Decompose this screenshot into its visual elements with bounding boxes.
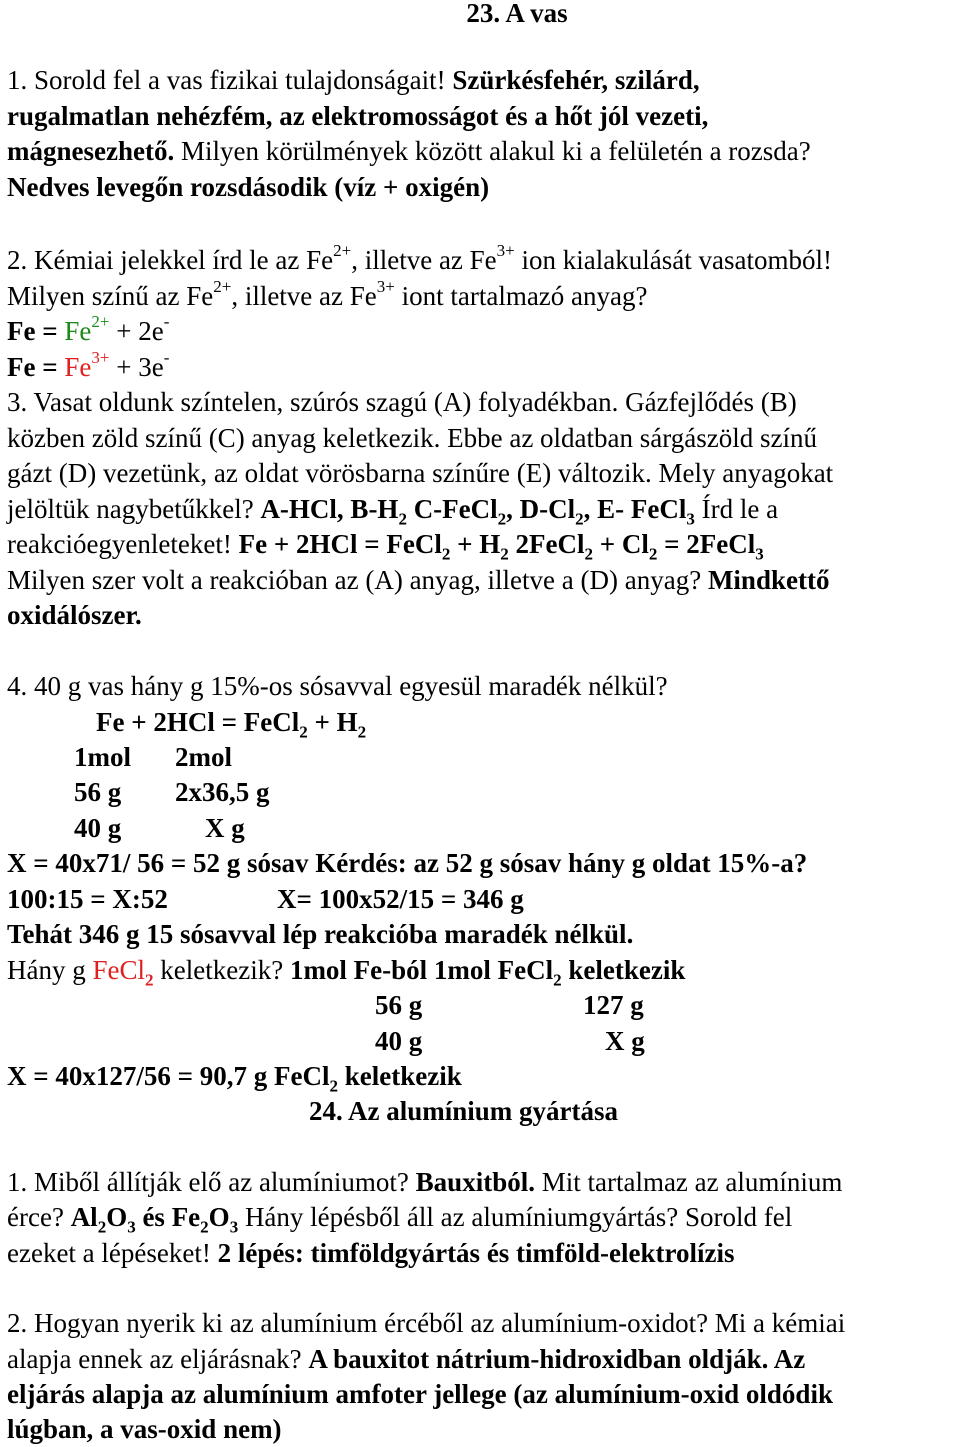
q2-equation-fe3: $Fe = Fe^{3+} + 3e^-$	[7, 348, 170, 382]
q4-mass-fe: 56 g	[74, 777, 122, 807]
q4-mol-hcl: 2mol	[175, 742, 232, 772]
q1-line-3: mágnesezhető. Milyen körülmények között alakul ki a felületén a rozsda?	[7, 136, 811, 166]
q4-calc-4: Hány g FeCl$_2$ keletkezik? 1mol Fe-ból 1mol FeCl$_2$ keletkezik	[7, 955, 686, 990]
q3-line-2: közben zöld színű (C) anyag keletkezik. Ebbe az oldatban sárgászöld színű	[7, 423, 817, 453]
a1-line-3: ezeket a lépéseket! 2 lépés: timföldgyártás és timföld-elektrolízis	[7, 1238, 735, 1268]
q1-line-4: Nedves levegőn rozsdásodik (víz + oxigén)	[7, 172, 490, 202]
q4-given-fe-2: 40 g	[375, 1026, 423, 1056]
a1-line-1: 1. Miből állítják elő az alumíniumot? Bauxitból. Mit tartalmaz az alumínium	[7, 1167, 843, 1197]
a1-line-2: érce? $Al_2O_3$ és $Fe_2O_3$ Hány lépésből áll az alumíniumgyártás? Sorold fel	[7, 1202, 793, 1237]
q3-line-1: 3. Vasat oldunk színtelen, szúrós szagú (A) folyadékban. Gázfejlődés (B)	[7, 387, 797, 417]
q2-equation-fe2: $Fe = Fe^{2+} + 2e^-$	[7, 312, 170, 346]
a2-line-4: lúgban, a vas-oxid nem)	[7, 1414, 282, 1444]
q2-line-2: Milyen színű az $Fe^{2+}$, illetve az $Fe^{3+}$ iont tartalmazó anyag?	[7, 277, 648, 311]
q4-calc-2b: X= 100x52/15 = 346 g	[277, 884, 524, 914]
q3-line-6: Milyen szer volt a reakcióban az (A) anyag, illetve a (D) anyag? Mindkettő	[7, 565, 830, 595]
q4-equation: Fe + 2HCl = FeCl$_2$ + $H_2$	[96, 707, 367, 742]
q4-mass-fecl2: 127 g	[583, 990, 644, 1020]
q4-given-fe: 40 g	[74, 813, 122, 843]
q4-calc-3: Tehát 346 g 15 sósavval lép reakcióba maradék nélkül.	[7, 919, 634, 949]
q4-mass-hcl: 2x36,5 g	[175, 777, 270, 807]
q4-mol-fe: 1mol	[74, 742, 131, 772]
q4-mass-fe-2: 56 g	[375, 990, 423, 1020]
q4-unknown-fecl2: X g	[605, 1026, 645, 1056]
q4-unknown-hcl: X g	[205, 813, 245, 843]
section-title-iron: 23. A vas	[466, 0, 568, 28]
q4-question: 4. 40 g vas hány g 15%-os sósavval egyesül maradék nélkül?	[7, 671, 668, 701]
q2-line-1: 2. Kémiai jelekkel írd le az $Fe^{2+}$, illetve az $Fe^{3+}$ ion kialakulását vasatomból!	[7, 241, 832, 275]
section-title-aluminium: 24. Az alumínium gyártása	[309, 1096, 619, 1126]
q3-line-4: jelöltük nagybetűkkel? A-HCl, $B-H_2$ C-FeCl$_2$, $D-Cl_2$, E- FeCl$_3$ Írd le a	[7, 494, 779, 529]
q4-calc-5: X = 40x127/56 = 90,7 g FeCl$_2$ keletkezik	[7, 1061, 462, 1096]
q3-line-7: oxidálószer.	[7, 600, 142, 630]
a2-line-2: alapja ennek az eljárásnak? A bauxitot nátrium-hidroxidban oldják. Az	[7, 1344, 806, 1374]
q4-calc-1: X = 40x71/ 56 = 52 g sósav Kérdés: az 52 g sósav hány g oldat 15%-a?	[7, 848, 808, 878]
q3-line-5: reakcióegyenleteket! Fe + 2HCl = FeCl$_2$ + $H_2$ 2FeCl$_2$ + $Cl_2$ = 2FeCl$_3$	[7, 529, 764, 564]
q4-calc-2a: 100:15 = X:52	[7, 884, 168, 914]
a2-line-3: eljárás alapja az alumínium amfoter jellege (az alumínium-oxid oldódik	[7, 1379, 833, 1409]
q3-line-3: gázt (D) vezetünk, az oldat vörösbarna színűre (E) változik. Mely anyagokat	[7, 458, 834, 488]
a2-line-1: 2. Hogyan nyerik ki az alumínium ércéből az alumínium-oxidot? Mi a kémiai	[7, 1308, 846, 1338]
q1-line-1: 1. Sorold fel a vas fizikai tulajdonságait! Szürkésfehér, szilárd,	[7, 65, 700, 95]
q1-line-2: rugalmatlan nehézfém, az elektromosságot és a hőt jól vezeti,	[7, 101, 709, 131]
